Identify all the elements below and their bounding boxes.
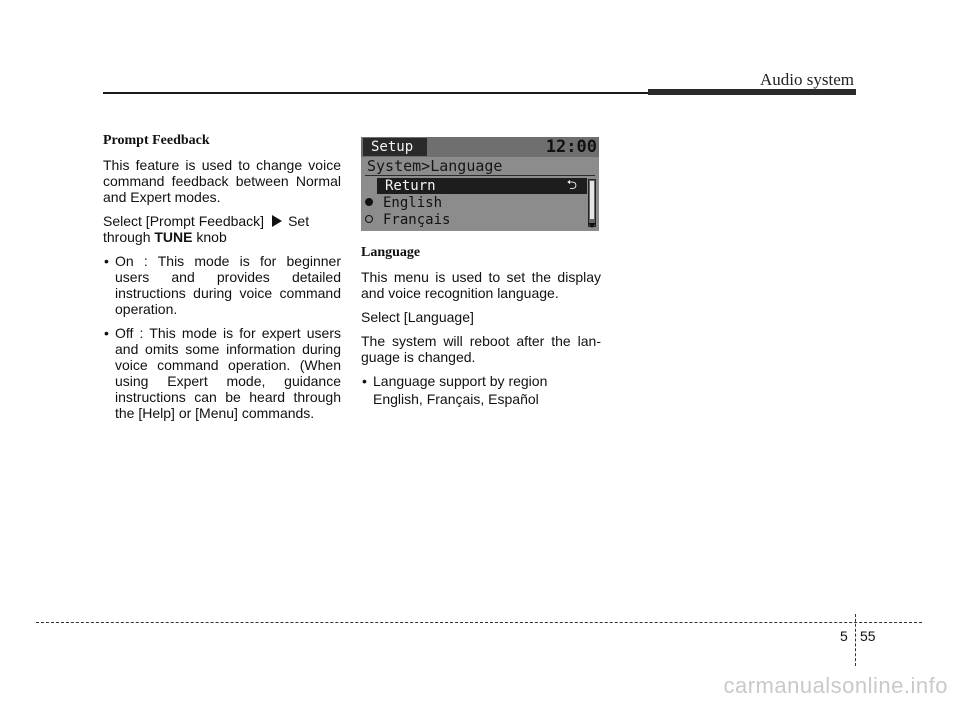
- lcd-option-label: Français: [383, 212, 451, 228]
- lcd-setup-tab[interactable]: Setup: [363, 138, 427, 156]
- lcd-option-francais[interactable]: [365, 212, 575, 228]
- language-bullets: [361, 373, 601, 389]
- lcd-scroll-thumb[interactable]: [590, 181, 594, 219]
- language-heading: Language: [361, 245, 421, 260]
- lcd-separator: [365, 175, 595, 176]
- lcd-scrollbar[interactable]: [588, 179, 596, 227]
- lcd-option-label: English: [383, 195, 443, 211]
- arrow-right-icon: [272, 215, 282, 227]
- tune-label: TUNE: [154, 229, 193, 245]
- prompt-feedback-section: [103, 133, 341, 429]
- select-suffix: Set: [288, 213, 310, 229]
- lcd-screen: [361, 137, 599, 231]
- prompt-feedback-select: [103, 213, 341, 245]
- lcd-option-english[interactable]: [365, 195, 575, 211]
- footer-vertical-divider: [855, 614, 856, 666]
- prompt-feedback-heading: Prompt Feedback: [103, 133, 210, 148]
- scroll-down-icon: [588, 223, 596, 228]
- language-select: Select [Language]: [361, 309, 474, 325]
- watermark: carmanualsonline.info: [723, 673, 948, 698]
- radio-selected-icon: [365, 198, 373, 206]
- page-number: 55: [860, 628, 876, 644]
- language-intro: This menu is used to set the display and voice recognition language.: [361, 269, 601, 301]
- bullet-language-support: • Language support by region: [361, 373, 601, 389]
- return-arrow-icon: ⮌: [566, 178, 577, 193]
- prompt-feedback-intro: This feature is used to change voice command feedback between Normal and Expert modes.: [103, 157, 341, 205]
- lcd-breadcrumb: System>Language: [367, 157, 503, 175]
- page-chapter: 5: [840, 628, 848, 644]
- radio-unselected-icon: [365, 215, 373, 223]
- lcd-return-item[interactable]: [377, 178, 587, 194]
- knob-label: knob: [196, 229, 227, 245]
- lcd-clock: 12:00: [545, 137, 597, 157]
- select-through: through: [103, 229, 151, 245]
- bullet-off: • Off : This mode is for expert users and omits some information during voice command operation. (When using Expert mode, guidance instructions can be heard through the [Help] or [Menu] commands.: [103, 325, 341, 421]
- prompt-feedback-bullets: [103, 253, 341, 421]
- header-title: Audio system: [760, 70, 854, 89]
- bullet-on: • On : This mode is for beginner users and provides detailed instructions during voice command operation.: [103, 253, 341, 317]
- language-reboot-note: The system will reboot after the lan- guage is changed.: [361, 333, 601, 365]
- footer-dashed-rule: [36, 622, 922, 623]
- lcd-return-label: Return: [385, 178, 436, 194]
- header-accent-bar: [648, 89, 856, 95]
- language-list: English, Français, Español: [373, 391, 539, 407]
- language-section: [361, 245, 601, 415]
- header-rule: [103, 92, 648, 94]
- select-prefix: Select [Prompt Feedback]: [103, 213, 265, 229]
